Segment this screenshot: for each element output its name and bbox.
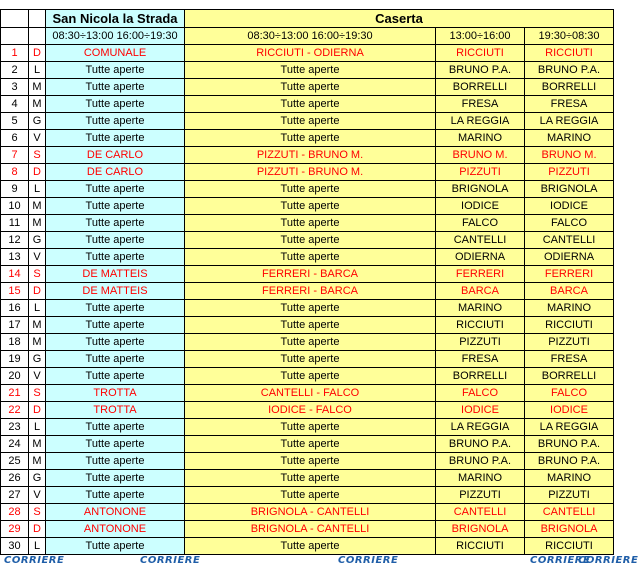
pharmacy-schedule-table <box>0 9 614 555</box>
weekday-cell: G <box>29 232 46 249</box>
snc-pharmacy-cell: TROTTA <box>46 385 185 402</box>
day-number-cell: 28 <box>1 504 29 521</box>
snc-pharmacy-cell: Tutte aperte <box>46 300 185 317</box>
caserta-night-cell: PIZZUTI <box>525 487 614 504</box>
weekday-cell: L <box>29 538 46 555</box>
caserta-afternoon-cell: ODIERNA <box>436 249 525 266</box>
caserta-afternoon-cell: IODICE <box>436 402 525 419</box>
corriere-logo: CORRIERE <box>140 555 201 566</box>
caserta-afternoon-cell: IODICE <box>436 198 525 215</box>
caserta-afternoon-cell: LA REGGIA <box>436 113 525 130</box>
caserta-afternoon-cell: CANTELLI <box>436 232 525 249</box>
caserta-day-cell: BRIGNOLA - CANTELLI <box>185 521 436 538</box>
caserta-afternoon-cell: LA REGGIA <box>436 419 525 436</box>
weekday-cell: D <box>29 402 46 419</box>
table-row <box>1 62 614 79</box>
day-number-cell: 10 <box>1 198 29 215</box>
caserta-night-cell: FRESA <box>525 351 614 368</box>
header-caserta: Caserta <box>185 10 614 28</box>
table-row <box>1 317 614 334</box>
logo-row <box>0 555 638 572</box>
caserta-day-cell: FERRERI - BARCA <box>185 266 436 283</box>
day-number-cell: 21 <box>1 385 29 402</box>
caserta-afternoon-cell: FALCO <box>436 385 525 402</box>
caserta-day-cell: Tutte aperte <box>185 453 436 470</box>
caserta-night-cell: BRUNO M. <box>525 147 614 164</box>
caserta-afternoon-cell: PIZZUTI <box>436 164 525 181</box>
snc-pharmacy-cell: Tutte aperte <box>46 470 185 487</box>
caserta-night-cell: PIZZUTI <box>525 334 614 351</box>
caserta-afternoon-cell: RICCIUTI <box>436 317 525 334</box>
caserta-afternoon-cell: FERRERI <box>436 266 525 283</box>
caserta-afternoon-cell: BORRELLI <box>436 368 525 385</box>
table-row <box>1 130 614 147</box>
caserta-day-cell: IODICE - FALCO <box>185 402 436 419</box>
table-row <box>1 470 614 487</box>
snc-pharmacy-cell: Tutte aperte <box>46 130 185 147</box>
caserta-afternoon-cell: BRUNO P.A. <box>436 453 525 470</box>
caserta-night-cell: MARINO <box>525 300 614 317</box>
day-number-cell: 20 <box>1 368 29 385</box>
day-number-cell: 18 <box>1 334 29 351</box>
table-row <box>1 453 614 470</box>
caserta-night-cell: RICCIUTI <box>525 538 614 555</box>
caserta-afternoon-cell: PIZZUTI <box>436 334 525 351</box>
caserta-day-cell: RICCIUTI - ODIERNA <box>185 45 436 62</box>
snc-pharmacy-cell: Tutte aperte <box>46 198 185 215</box>
weekday-cell: S <box>29 504 46 521</box>
snc-pharmacy-cell: Tutte aperte <box>46 215 185 232</box>
snc-pharmacy-cell: Tutte aperte <box>46 487 185 504</box>
weekday-cell: D <box>29 283 46 300</box>
caserta-day-cell: Tutte aperte <box>185 232 436 249</box>
table-row <box>1 419 614 436</box>
caserta-day-cell: Tutte aperte <box>185 215 436 232</box>
day-number-cell: 14 <box>1 266 29 283</box>
day-number-cell: 13 <box>1 249 29 266</box>
caserta-day-cell: CANTELLI - FALCO <box>185 385 436 402</box>
caserta-day-cell: Tutte aperte <box>185 538 436 555</box>
weekday-cell: D <box>29 521 46 538</box>
weekday-cell: G <box>29 351 46 368</box>
caserta-afternoon-cell: BORRELLI <box>436 79 525 96</box>
caserta-night-cell: IODICE <box>525 402 614 419</box>
caserta-day-cell: Tutte aperte <box>185 198 436 215</box>
caserta-night-cell: BRIGNOLA <box>525 521 614 538</box>
table-row <box>1 521 614 538</box>
weekday-cell: M <box>29 334 46 351</box>
snc-pharmacy-cell: Tutte aperte <box>46 62 185 79</box>
caserta-night-cell: CANTELLI <box>525 232 614 249</box>
weekday-cell: M <box>29 96 46 113</box>
table-row <box>1 113 614 130</box>
caserta-day-cell: Tutte aperte <box>185 436 436 453</box>
caserta-night-cell: MARINO <box>525 130 614 147</box>
header-row-locations <box>1 10 614 28</box>
caserta-afternoon-cell: MARINO <box>436 130 525 147</box>
snc-pharmacy-cell: DE MATTEIS <box>46 283 185 300</box>
weekday-cell: S <box>29 385 46 402</box>
day-number-cell: 24 <box>1 436 29 453</box>
snc-pharmacy-cell: DE CARLO <box>46 164 185 181</box>
caserta-day-cell: PIZZUTI - BRUNO M. <box>185 147 436 164</box>
snc-pharmacy-cell: Tutte aperte <box>46 317 185 334</box>
snc-pharmacy-cell: TROTTA <box>46 402 185 419</box>
table-row <box>1 181 614 198</box>
caserta-night-cell: ODIERNA <box>525 249 614 266</box>
weekday-cell: V <box>29 249 46 266</box>
day-number-cell: 8 <box>1 164 29 181</box>
caserta-day-cell: Tutte aperte <box>185 470 436 487</box>
caserta-afternoon-cell: BRIGNOLA <box>436 521 525 538</box>
caserta-day-cell: Tutte aperte <box>185 181 436 198</box>
table-row <box>1 436 614 453</box>
caserta-night-cell: FALCO <box>525 385 614 402</box>
caserta-afternoon-cell: BRUNO P.A. <box>436 62 525 79</box>
header-caserta-night-hours: 19:30÷08:30 <box>525 28 614 45</box>
day-number-cell: 12 <box>1 232 29 249</box>
header-blank-num-2 <box>1 28 29 45</box>
day-number-cell: 27 <box>1 487 29 504</box>
caserta-day-cell: Tutte aperte <box>185 419 436 436</box>
caserta-night-cell: IODICE <box>525 198 614 215</box>
corriere-logo: CORRIERE <box>338 555 399 566</box>
weekday-cell: L <box>29 181 46 198</box>
snc-pharmacy-cell: Tutte aperte <box>46 232 185 249</box>
caserta-afternoon-cell: FRESA <box>436 351 525 368</box>
weekday-cell: V <box>29 368 46 385</box>
day-number-cell: 4 <box>1 96 29 113</box>
header-caserta-day-hours: 08:30÷13:00 16:00÷19:30 <box>185 28 436 45</box>
snc-pharmacy-cell: ANTONONE <box>46 504 185 521</box>
corriere-logo: CORRIERE <box>578 555 638 566</box>
caserta-day-cell: PIZZUTI - BRUNO M. <box>185 164 436 181</box>
caserta-night-cell: BORRELLI <box>525 79 614 96</box>
caserta-night-cell: MARINO <box>525 470 614 487</box>
day-number-cell: 22 <box>1 402 29 419</box>
caserta-day-cell: Tutte aperte <box>185 130 436 147</box>
header-blank-day-2 <box>29 28 46 45</box>
snc-pharmacy-cell: Tutte aperte <box>46 419 185 436</box>
caserta-day-cell: Tutte aperte <box>185 351 436 368</box>
weekday-cell: L <box>29 62 46 79</box>
caserta-night-cell: CANTELLI <box>525 504 614 521</box>
caserta-night-cell: BORRELLI <box>525 368 614 385</box>
table-row <box>1 300 614 317</box>
caserta-night-cell: FERRERI <box>525 266 614 283</box>
header-caserta-afternoon-hours: 13:00÷16:00 <box>436 28 525 45</box>
day-number-cell: 29 <box>1 521 29 538</box>
caserta-day-cell: Tutte aperte <box>185 79 436 96</box>
table-row <box>1 351 614 368</box>
weekday-cell: V <box>29 130 46 147</box>
header-san-nicola: San Nicola la Strada <box>46 10 185 28</box>
snc-pharmacy-cell: ANTONONE <box>46 521 185 538</box>
table-row <box>1 283 614 300</box>
caserta-day-cell: Tutte aperte <box>185 317 436 334</box>
header-snc-hours: 08:30÷13:00 16:00÷19:30 <box>46 28 185 45</box>
weekday-cell: M <box>29 453 46 470</box>
table-row <box>1 266 614 283</box>
day-number-cell: 19 <box>1 351 29 368</box>
table-row <box>1 402 614 419</box>
table-row <box>1 215 614 232</box>
day-number-cell: 23 <box>1 419 29 436</box>
corriere-logo: CORRIERE <box>4 555 65 566</box>
caserta-afternoon-cell: PIZZUTI <box>436 487 525 504</box>
weekday-cell: M <box>29 198 46 215</box>
caserta-night-cell: RICCIUTI <box>525 45 614 62</box>
table-row <box>1 334 614 351</box>
weekday-cell: S <box>29 147 46 164</box>
caserta-night-cell: LA REGGIA <box>525 419 614 436</box>
day-number-cell: 25 <box>1 453 29 470</box>
caserta-night-cell: BARCA <box>525 283 614 300</box>
weekday-cell: G <box>29 113 46 130</box>
caserta-night-cell: PIZZUTI <box>525 164 614 181</box>
snc-pharmacy-cell: COMUNALE <box>46 45 185 62</box>
day-number-cell: 3 <box>1 79 29 96</box>
snc-pharmacy-cell: Tutte aperte <box>46 351 185 368</box>
snc-pharmacy-cell: Tutte aperte <box>46 334 185 351</box>
snc-pharmacy-cell: Tutte aperte <box>46 538 185 555</box>
table-row <box>1 79 614 96</box>
table-row <box>1 45 614 62</box>
caserta-afternoon-cell: MARINO <box>436 470 525 487</box>
snc-pharmacy-cell: Tutte aperte <box>46 453 185 470</box>
caserta-night-cell: BRUNO P.A. <box>525 62 614 79</box>
table-row <box>1 198 614 215</box>
caserta-afternoon-cell: MARINO <box>436 300 525 317</box>
day-number-cell: 1 <box>1 45 29 62</box>
caserta-day-cell: Tutte aperte <box>185 368 436 385</box>
snc-pharmacy-cell: DE MATTEIS <box>46 266 185 283</box>
caserta-day-cell: Tutte aperte <box>185 62 436 79</box>
caserta-day-cell: Tutte aperte <box>185 113 436 130</box>
day-number-cell: 30 <box>1 538 29 555</box>
day-number-cell: 11 <box>1 215 29 232</box>
day-number-cell: 5 <box>1 113 29 130</box>
day-number-cell: 7 <box>1 147 29 164</box>
caserta-night-cell: BRUNO P.A. <box>525 436 614 453</box>
caserta-afternoon-cell: RICCIUTI <box>436 45 525 62</box>
snc-pharmacy-cell: Tutte aperte <box>46 249 185 266</box>
caserta-afternoon-cell: CANTELLI <box>436 504 525 521</box>
caserta-afternoon-cell: BARCA <box>436 283 525 300</box>
caserta-afternoon-cell: BRIGNOLA <box>436 181 525 198</box>
day-number-cell: 17 <box>1 317 29 334</box>
day-number-cell: 15 <box>1 283 29 300</box>
caserta-day-cell: BRIGNOLA - CANTELLI <box>185 504 436 521</box>
caserta-afternoon-cell: BRUNO P.A. <box>436 436 525 453</box>
weekday-cell: G <box>29 470 46 487</box>
table-row <box>1 368 614 385</box>
caserta-day-cell: Tutte aperte <box>185 334 436 351</box>
snc-pharmacy-cell: Tutte aperte <box>46 79 185 96</box>
table-row <box>1 538 614 555</box>
weekday-cell: M <box>29 317 46 334</box>
day-number-cell: 26 <box>1 470 29 487</box>
caserta-day-cell: FERRERI - BARCA <box>185 283 436 300</box>
snc-pharmacy-cell: Tutte aperte <box>46 181 185 198</box>
caserta-day-cell: Tutte aperte <box>185 300 436 317</box>
day-number-cell: 16 <box>1 300 29 317</box>
table-row <box>1 385 614 402</box>
snc-pharmacy-cell: Tutte aperte <box>46 96 185 113</box>
caserta-afternoon-cell: BRUNO M. <box>436 147 525 164</box>
table-row <box>1 164 614 181</box>
snc-pharmacy-cell: Tutte aperte <box>46 436 185 453</box>
table-row <box>1 232 614 249</box>
weekday-cell: L <box>29 300 46 317</box>
day-number-cell: 2 <box>1 62 29 79</box>
weekday-cell: M <box>29 436 46 453</box>
caserta-afternoon-cell: FRESA <box>436 96 525 113</box>
caserta-night-cell: BRUNO P.A. <box>525 453 614 470</box>
caserta-afternoon-cell: RICCIUTI <box>436 538 525 555</box>
weekday-cell: D <box>29 164 46 181</box>
header-row-hours <box>1 28 614 45</box>
snc-pharmacy-cell: DE CARLO <box>46 147 185 164</box>
weekday-cell: M <box>29 79 46 96</box>
table-row <box>1 96 614 113</box>
caserta-night-cell: FRESA <box>525 96 614 113</box>
caserta-day-cell: Tutte aperte <box>185 249 436 266</box>
caserta-night-cell: RICCIUTI <box>525 317 614 334</box>
caserta-night-cell: BRIGNOLA <box>525 181 614 198</box>
weekday-cell: M <box>29 215 46 232</box>
weekday-cell: L <box>29 419 46 436</box>
weekday-cell: S <box>29 266 46 283</box>
snc-pharmacy-cell: Tutte aperte <box>46 368 185 385</box>
day-number-cell: 9 <box>1 181 29 198</box>
weekday-cell: D <box>29 45 46 62</box>
table-row <box>1 504 614 521</box>
snc-pharmacy-cell: Tutte aperte <box>46 113 185 130</box>
table-row <box>1 487 614 504</box>
corriere-logo: CORRIERE <box>530 555 591 566</box>
caserta-night-cell: FALCO <box>525 215 614 232</box>
table-row <box>1 147 614 164</box>
table-row <box>1 249 614 266</box>
header-blank-day <box>29 10 46 28</box>
header-blank-num <box>1 10 29 28</box>
weekday-cell: V <box>29 487 46 504</box>
caserta-day-cell: Tutte aperte <box>185 487 436 504</box>
day-number-cell: 6 <box>1 130 29 147</box>
caserta-afternoon-cell: FALCO <box>436 215 525 232</box>
caserta-night-cell: LA REGGIA <box>525 113 614 130</box>
caserta-day-cell: Tutte aperte <box>185 96 436 113</box>
